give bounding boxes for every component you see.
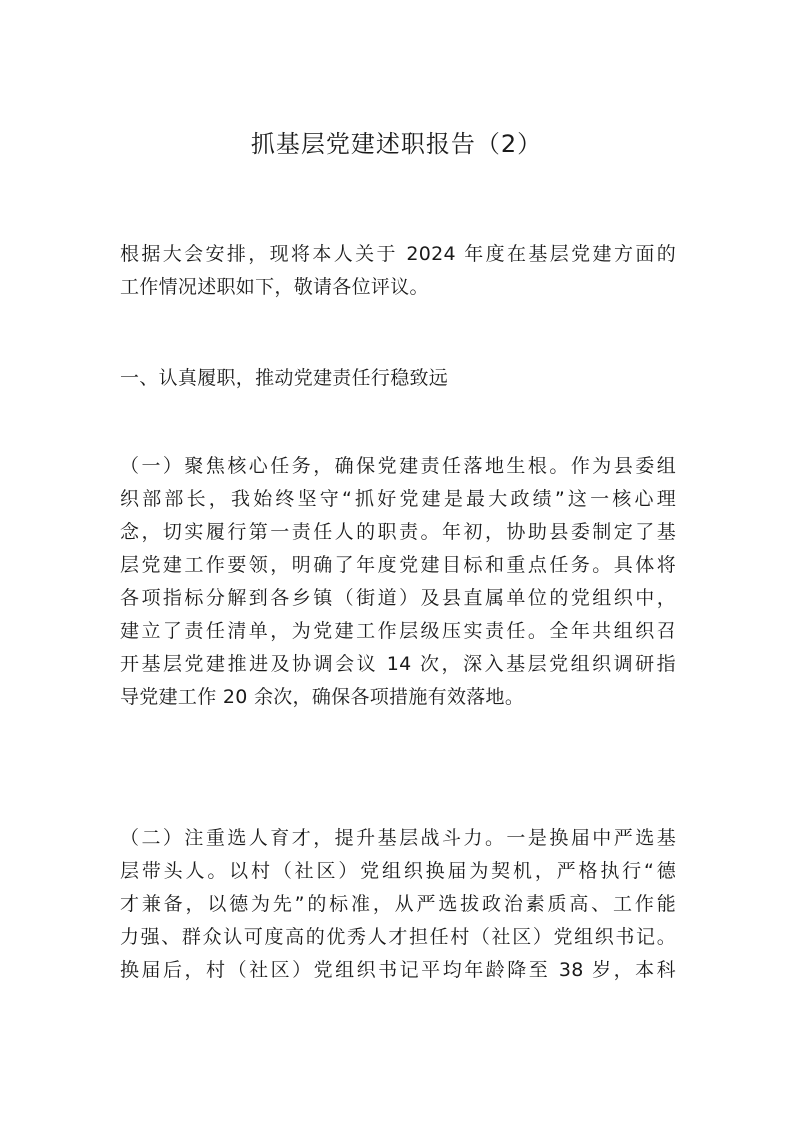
paragraph-1-line-6: 建立了责任清单，为党建工作层级压实责任。全年共组织召 bbox=[120, 620, 676, 642]
intro-line-1: 根据大会安排，现将本人关于 2024 年度在基层党建方面的 bbox=[120, 243, 676, 265]
paragraph-2-line-3: 才兼备，以德为先”的标准，从严选拔政治素质高、工作能 bbox=[120, 893, 676, 915]
paragraph-1-line-4: 层党建工作要领，明确了年度党建目标和重点任务。具体将 bbox=[120, 554, 676, 576]
paragraph-1-line-3: 念，切实履行第一责任人的职责。年初，协助县委制定了基 bbox=[120, 521, 676, 543]
paragraph-1 bbox=[120, 450, 676, 714]
paragraph-1-line-5: 各项指标分解到各乡镇（街道）及县直属单位的党组织中， bbox=[120, 587, 676, 609]
paragraph-1-line-1: （一）聚焦核心任务，确保党建责任落地生根。作为县委组 bbox=[120, 455, 676, 477]
paragraph-2 bbox=[120, 822, 676, 987]
paragraph-2-line-4: 力强、群众认可度高的优秀人才担任村（社区）党组织书记。 bbox=[120, 926, 676, 948]
intro-paragraph bbox=[120, 238, 676, 304]
paragraph-2-line-5: 换届后，村（社区）党组织书记平均年龄降至 38 岁，本科 bbox=[120, 959, 676, 981]
intro-line-2: 工作情况述职如下，敬请各位评议。 bbox=[120, 276, 429, 298]
document-title: 抓基层党建述职报告（2） bbox=[250, 130, 543, 158]
paragraph-2-line-2: 层带头人。以村（社区）党组织换届为契机，严格执行“德 bbox=[120, 860, 676, 882]
paragraph-1-line-8: 导党建工作 20 余次，确保各项措施有效落地。 bbox=[120, 686, 525, 708]
paragraph-2-line-1: （二）注重选人育才，提升基层战斗力。一是换届中严选基 bbox=[120, 827, 676, 849]
section-1-heading-text: 一、认真履职，推动党建责任行稳致远 bbox=[120, 367, 449, 389]
paragraph-1-line-2: 织部部长，我始终坚守“抓好党建是最大政绩”这一核心理 bbox=[120, 488, 676, 510]
section-1-heading bbox=[120, 362, 676, 395]
paragraph-1-line-7: 开基层党建推进及协调会议 14 次，深入基层党组织调研指 bbox=[120, 653, 676, 675]
